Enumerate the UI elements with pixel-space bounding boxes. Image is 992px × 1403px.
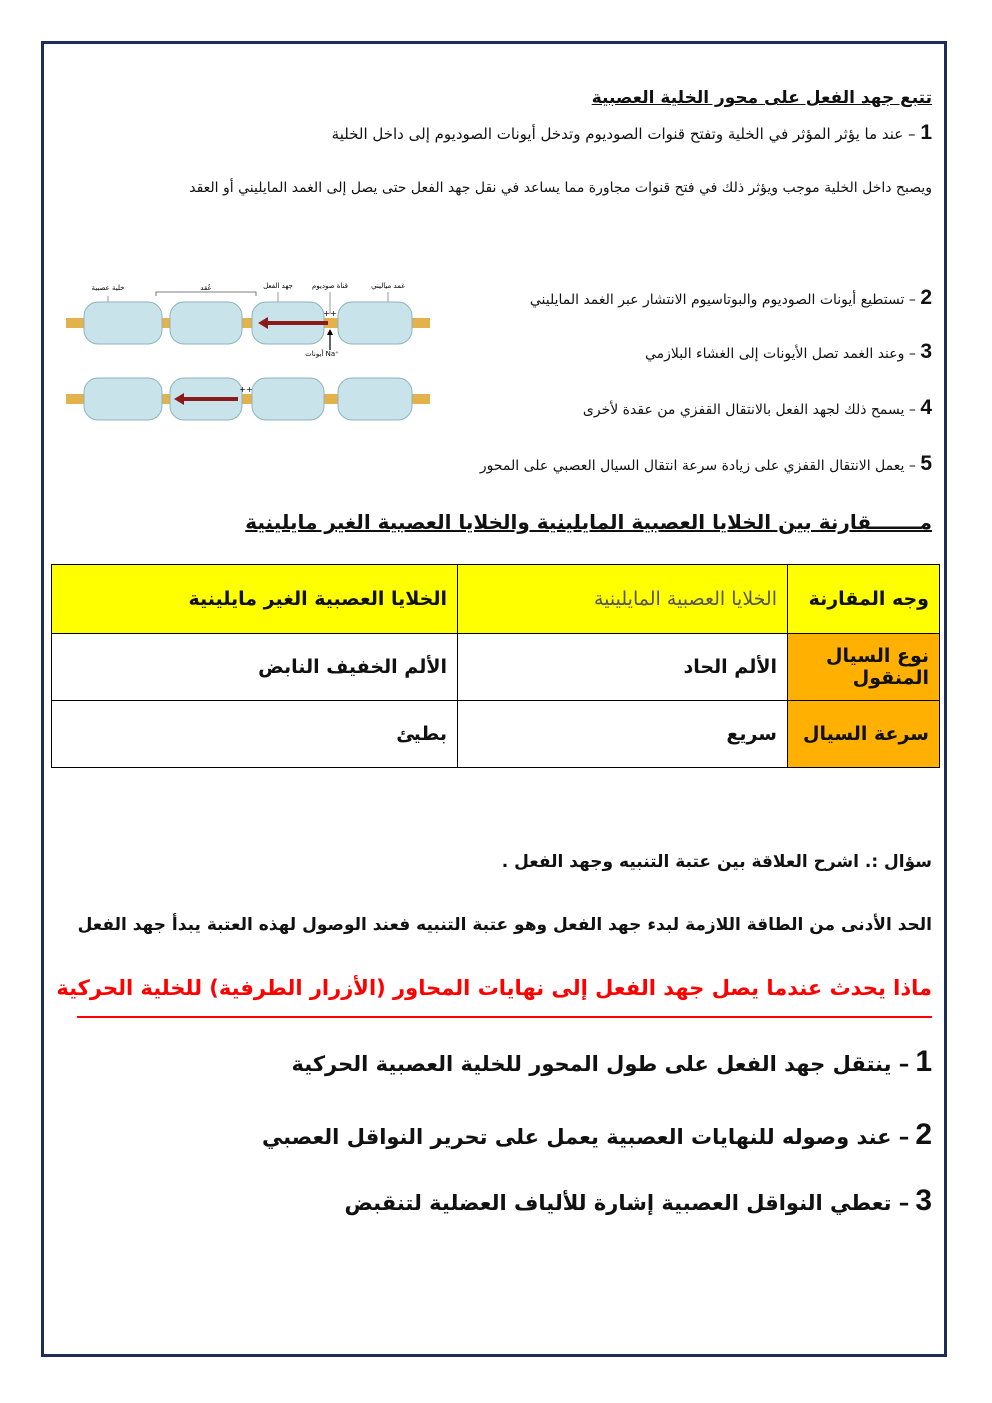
svg-text:++: ++ xyxy=(323,309,337,318)
point-number: 3 xyxy=(920,340,932,363)
point-number: 4 xyxy=(920,396,932,419)
table-cell: الألم الحاد xyxy=(458,634,788,701)
step-3 xyxy=(345,1184,933,1218)
step-text: – تعطي النواقل العصبية إشارة للألياف العضلية لتنقبض xyxy=(344,1191,910,1215)
table-header-row xyxy=(52,565,940,634)
comparison-heading: مـــــــقارنة بين الخلايا العصبية المايلينية والخلايا العصبية الغير مايلينية xyxy=(245,510,932,534)
diagram-label-action-potential: جهد الفعل xyxy=(263,282,293,290)
point-5 xyxy=(480,452,932,476)
table-header-cell: وجه المقارنة xyxy=(788,565,940,634)
comparison-table xyxy=(51,564,940,768)
point-text: – تستطيع أيونات الصوديوم والبوتاسيوم الانتشار عبر الغمد المايليني xyxy=(529,292,916,308)
diagram-label-na-ions: أيونات Na⁺ xyxy=(305,350,339,358)
table-cell: سريع xyxy=(458,701,788,768)
intro-line-2: ويصبح داخل الخلية موجب ويؤثر ذلك في فتح قنوات مجاورة مما يساعد في نقل جهد الفعل حتى يصل إلى الغمد المايليني أو العقد xyxy=(189,180,932,196)
point-3 xyxy=(645,340,932,364)
point-text: – وعند الغمد تصل الأيونات إلى الغشاء البلازمي xyxy=(644,346,916,362)
step-number: 3 xyxy=(915,1184,932,1217)
step-text: – عند وصوله للنهايات العصبية يعمل على تحرير النواقل العصبي xyxy=(261,1125,910,1149)
table-row xyxy=(52,701,940,768)
diagram-label-nodes: عُقد xyxy=(200,284,212,292)
intro-text-1: – عند ما يؤثر المؤثر في الخلية وتفتح قنوات الصوديوم وتدخل أيونات الصوديوم إلى داخل الخلية xyxy=(331,125,916,143)
step-number: 1 xyxy=(915,1045,932,1078)
question-answer: الحد الأدنى من الطاقة اللازمة لبدء جهد الفعل وهو عتبة التنبيه فعند الوصول لهذه العتبة يبدأ جهد الفعل xyxy=(77,915,932,935)
red-underline xyxy=(77,1016,932,1018)
section-title: تتبع جهد الفعل على محور الخلية العصبية xyxy=(591,88,932,108)
table-header-cell: الخلايا العصبية الغير مايلينية xyxy=(52,565,458,634)
intro-line-1 xyxy=(332,121,932,145)
point-number: 5 xyxy=(920,452,932,475)
red-heading: ماذا يحدث عندما يصل جهد الفعل إلى نهايات المحاور (الأزرار الطرفية) للخلية الحركية xyxy=(56,976,932,1000)
table-cell: سرعة السيال xyxy=(788,701,940,768)
point-4 xyxy=(583,396,932,420)
svg-text:++: ++ xyxy=(239,385,253,394)
diagram-label-myelin: غمد مياليني xyxy=(371,282,405,290)
table-cell: نوع السيال المنقول xyxy=(788,634,940,701)
table-cell: بطيئ xyxy=(52,701,458,768)
table-cell: الألم الخفيف النابض xyxy=(52,634,458,701)
step-2 xyxy=(262,1118,932,1152)
point-number: 2 xyxy=(920,286,932,309)
intro-number: 1 xyxy=(920,121,932,144)
diagram-label-nerve-cell: خلية عصبية xyxy=(91,284,125,292)
point-2 xyxy=(530,286,932,310)
saltatory-conduction-diagram xyxy=(66,278,430,436)
step-text: – ينتقل جهد الفعل على طول المحور للخلية العصبية الحركية xyxy=(291,1052,910,1076)
point-text: – يعمل الانتقال القفزي على زيادة سرعة انتقال السيال العصبي على المحور xyxy=(479,458,916,474)
diagram-label-sodium-channel: قناة صوديوم xyxy=(311,282,349,290)
point-text: – يسمح ذلك لجهد الفعل بالانتقال القفزي من عقدة لأخرى xyxy=(582,402,916,418)
table-row xyxy=(52,634,940,701)
question-text: سؤال :. اشرح العلاقة بين عتبة التنبيه وجهد الفعل . xyxy=(501,852,932,872)
step-number: 2 xyxy=(915,1118,932,1151)
table-header-cell: الخلايا العصبية المايلينية xyxy=(458,565,788,634)
step-1 xyxy=(292,1045,932,1079)
